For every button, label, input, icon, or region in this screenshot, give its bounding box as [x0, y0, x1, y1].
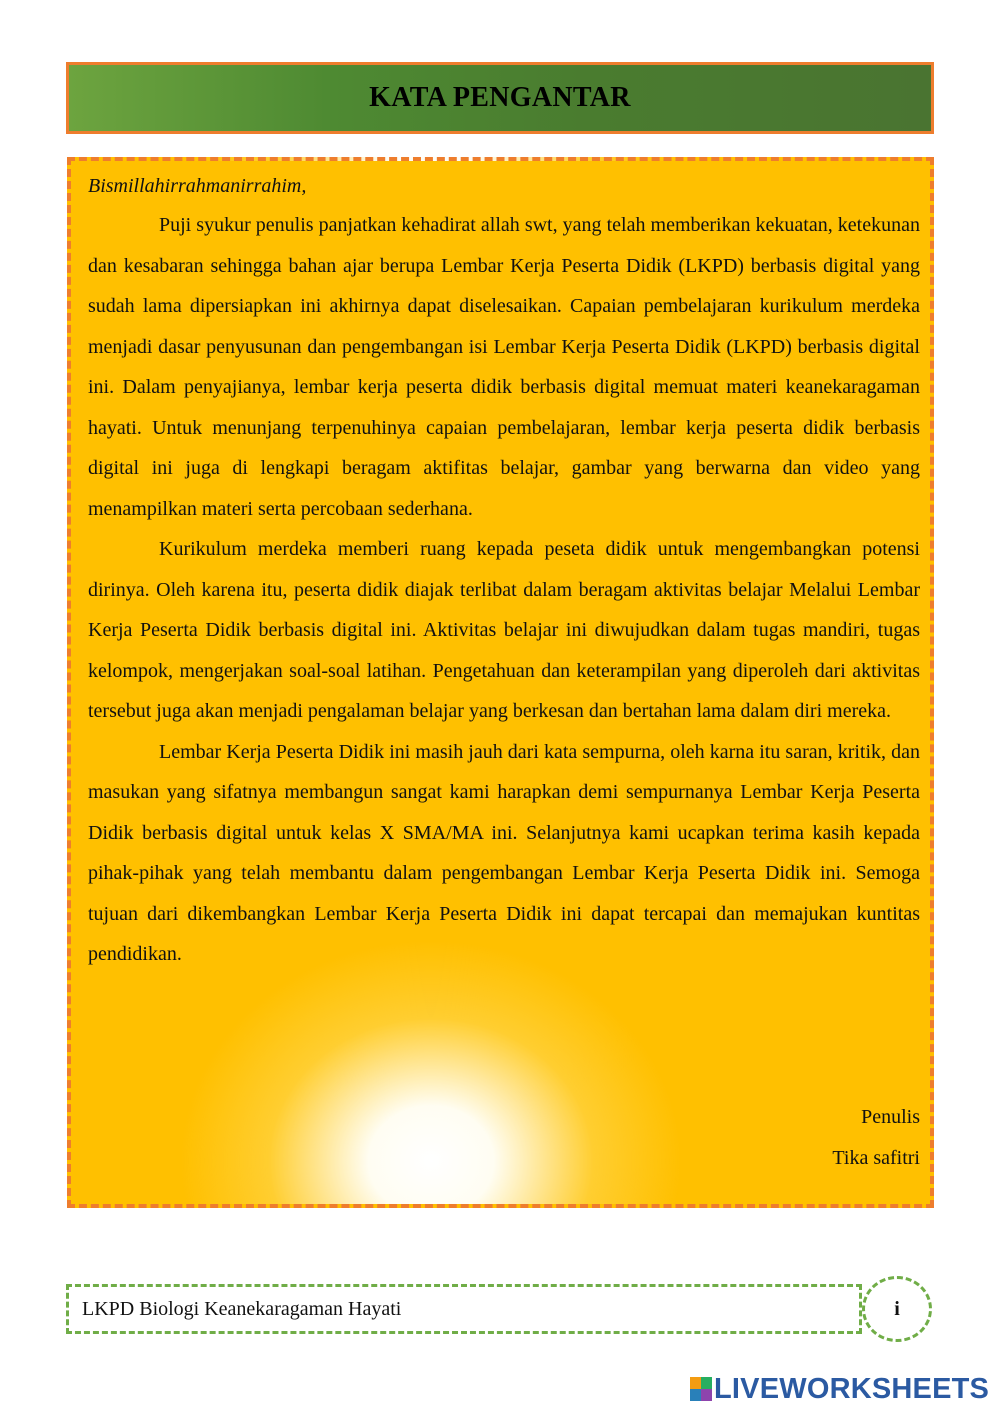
salutation: Bismillahirrahmanirrahim,: [88, 175, 307, 197]
page-title: KATA PENGANTAR: [369, 82, 631, 113]
signature-name: Tika safitri: [832, 1146, 920, 1169]
paragraph-1: Puji syukur penulis panjatkan kehadirat allah swt, yang telah memberikan kekuatan, ketekunan dan kesabaran sehingga bahan ajar berupa Lembar Kerja Peserta Didik (LKPD) berbasis digital yang sudah lama dipersiapkan ini akhirnya dapat diselesaikan. Capaian pembelajaran kurikulum merdeka menjadi dasar penyusunan dan pengembangan isi Lembar Kerja Peserta Didik (LKPD) berbasis digital ini. Dalam penyajianya, lembar kerja peserta didik berbasis digital memuat materi keanekaragaman hayati. Untuk menunjang terpenuhinya capaian pembelajaran, lembar kerja peserta didik berbasis digital ini juga di lengkapi beragam aktifitas belajar, gambar yang berwarna dan video yang menampilkan materi serta percobaan sederhana.: [88, 214, 920, 520]
logo-square: [701, 1389, 712, 1401]
page-number-badge: [862, 1276, 932, 1342]
content-panel: [67, 157, 934, 1208]
footer-label-box: [66, 1284, 862, 1334]
liveworksheets-logo-icon: [690, 1377, 712, 1401]
logo-square: [690, 1377, 701, 1389]
brand-text: LIVEWORKSHEETS: [714, 1372, 990, 1405]
signature-block: [832, 1097, 920, 1178]
paragraph-2: Kurikulum merdeka memberi ruang kepada peseta didik untuk mengembangkan potensi dirinya. Oleh karena itu, peserta didik diajak terlibat dalam beragam aktivitas belajar Melalui Lembar Kerja Peserta Didik berbasis digital ini. Aktivitas belajar ini diwujudkan dalam tugas mandiri, tugas kelompok, mengerjakan soal-soal latihan. Pengetahuan dan keterampilan yang diperoleh dari aktivitas tersebut juga akan menjadi pengalaman belajar yang berkesan dan bertahan lama dalam diri mereka.: [88, 538, 920, 722]
logo-square: [690, 1389, 701, 1401]
liveworksheets-brand[interactable]: [690, 1372, 989, 1406]
footer-label: LKPD Biologi Keanekaragaman Hayati: [82, 1297, 402, 1320]
page-number: i: [894, 1297, 900, 1320]
logo-square: [701, 1377, 712, 1389]
signature-role: Penulis: [861, 1106, 920, 1128]
paragraph-3: Lembar Kerja Peserta Didik ini masih jauh dari kata sempurna, oleh karna itu saran, kritik, dan masukan yang sifatnya membangun sangat kami harapkan demi sempurnanya Lembar Kerja Peserta Didik berbasis digital untuk kelas X SMA/MA ini. Selanjutnya kami ucapkan terima kasih kepada pihak-pihak yang telah membantu dalam pengembangan Lembar Kerja Peserta Didik ini. Semoga tujuan dari dikembangkan Lembar Kerja Peserta Didik ini dapat tercapai dan memajukan kuntitas pendidikan.: [88, 740, 920, 965]
title-banner: [66, 62, 934, 134]
